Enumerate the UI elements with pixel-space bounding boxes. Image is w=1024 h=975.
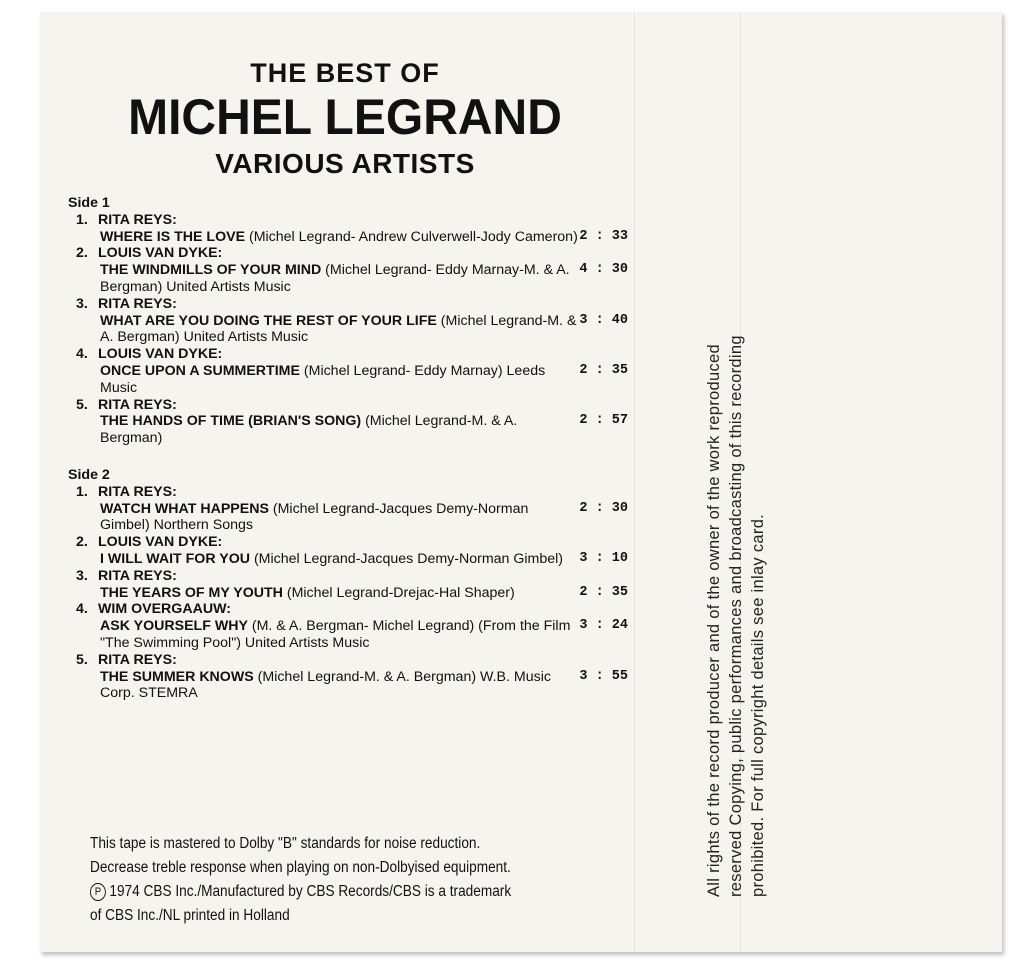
track-title: ONCE UPON A SUMMERTIME xyxy=(100,362,300,379)
track-item xyxy=(68,484,628,534)
track-artist-line xyxy=(68,534,628,551)
side-1 xyxy=(68,195,628,447)
track-item xyxy=(68,568,628,602)
track-detail xyxy=(68,363,628,397)
track-credits: (Michel Legrand-Jacques Demy-Norman Gimbel) Northern Songs xyxy=(100,500,529,534)
track-title: ASK YOURSELF WHY xyxy=(100,618,248,635)
track-item xyxy=(68,346,628,396)
track-detail xyxy=(68,262,628,296)
track-detail xyxy=(68,413,628,447)
track-artist-line xyxy=(68,601,628,618)
track-number: 3. xyxy=(76,567,88,584)
track-credits: (Michel Legrand-Drejac-Hal Shaper) xyxy=(282,584,515,601)
track-number: 4. xyxy=(76,601,88,618)
track-credits: (Michel Legrand- Eddy Marnay-M. & A. Bergman) United Artists Music xyxy=(100,262,570,295)
track-title: THE SUMMER KNOWS xyxy=(100,668,254,685)
footer-line-copyright xyxy=(90,880,548,904)
track-credits: (M. & A. Bergman- Michel Legrand) (From the Film "The Swimming Pool") United Artists Music xyxy=(100,618,571,651)
track-duration: 2 : 30 xyxy=(579,500,628,516)
rights-notice xyxy=(703,67,769,897)
track-artist: RITA REYS: xyxy=(98,651,177,668)
track-credits: (Michel Legrand- Eddy Marnay) Leeds Music xyxy=(100,362,546,396)
track-artist: LOUIS VAN DYKE: xyxy=(98,245,223,262)
track-duration: 2 : 57 xyxy=(579,413,628,429)
track-detail xyxy=(68,313,628,347)
track-duration: 3 : 24 xyxy=(579,618,628,634)
track-duration: 3 : 40 xyxy=(579,312,628,328)
rights-line-1: All rights of the record producer and of the owner of the work reproduced xyxy=(705,344,723,897)
track-artist: RITA REYS: xyxy=(98,567,177,584)
track-detail xyxy=(68,229,628,246)
side-label: Side 2 xyxy=(68,466,110,483)
track-credits: (Michel Legrand-M. & A. Bergman) United Artists Music xyxy=(100,312,577,346)
track-artist-line xyxy=(68,652,628,669)
track-artist: RITA REYS: xyxy=(98,211,177,228)
track-number: 1. xyxy=(76,211,88,228)
track-artist-line xyxy=(68,397,628,414)
track-detail xyxy=(68,585,628,602)
track-title: THE HANDS OF TIME (BRIAN'S SONG) xyxy=(100,413,362,430)
track-number: 2. xyxy=(76,245,88,262)
track-title: I WILL WAIT FOR YOU xyxy=(100,550,251,567)
track-credits: (Michel Legrand-M. & A. Bergman) W.B. Music Corp. STEMRA xyxy=(100,668,551,702)
track-duration: 2 : 35 xyxy=(579,584,628,600)
track-number: 2. xyxy=(76,534,88,551)
track-credits: (Michel Legrand-Jacques Demy-Norman Gimbel) xyxy=(250,550,564,567)
track-artist: RITA REYS: xyxy=(98,483,177,500)
track-artist: RITA REYS: xyxy=(98,396,177,413)
cassette-inlay-card xyxy=(40,12,1002,952)
track-artist-line xyxy=(68,245,628,262)
rights-line-3: prohibited. For full copyright details see inlay card. xyxy=(749,513,767,897)
track-title: WHAT ARE YOU DOING THE REST OF YOUR LIFE xyxy=(100,312,437,329)
track-artist-line xyxy=(68,212,628,229)
track-item xyxy=(68,601,628,651)
rights-line-2: reserved Copying, public performances and broadcasting of this recording xyxy=(727,335,745,897)
track-title: WATCH WHAT HAPPENS xyxy=(100,500,269,517)
track-duration: 4 : 30 xyxy=(579,262,628,278)
track-artist-line xyxy=(68,568,628,585)
phonogram-icon: P xyxy=(90,883,106,901)
track-credits: (Michel Legrand- Andrew Culverwell-Jody Cameron) xyxy=(245,228,578,245)
track-artist-line xyxy=(68,346,628,363)
tracklist xyxy=(68,195,628,702)
track-artist-line xyxy=(68,296,628,313)
track-title: WHERE IS THE LOVE xyxy=(100,228,246,245)
track-credits: (Michel Legrand-M. & A. Bergman) xyxy=(100,413,518,447)
track-detail xyxy=(68,669,628,703)
track-number: 1. xyxy=(76,483,88,500)
track-artist: RITA REYS: xyxy=(98,295,177,312)
side-label: Side 1 xyxy=(68,195,110,211)
track-detail xyxy=(68,501,628,535)
footer-line-treble: Decrease treble response when playing on non-Dolbyised equipment. xyxy=(90,859,511,876)
track-number: 5. xyxy=(76,396,88,413)
track-title: THE WINDMILLS OF YOUR MIND xyxy=(100,262,322,279)
track-duration: 3 : 55 xyxy=(579,668,628,684)
track-artist-line xyxy=(68,484,628,501)
track-artist: WIM OVERGAAUW: xyxy=(98,601,231,618)
track-artist: LOUIS VAN DYKE: xyxy=(98,346,223,363)
track-duration: 2 : 35 xyxy=(579,362,628,378)
header-various-artists: VARIOUS ARTISTS xyxy=(215,148,475,179)
header-artist-name: MICHEL LEGRAND xyxy=(128,89,562,145)
track-number: 5. xyxy=(76,651,88,668)
track-detail xyxy=(68,618,628,652)
track-item xyxy=(68,245,628,295)
track-item xyxy=(68,534,628,568)
track-detail xyxy=(68,551,628,568)
footer-line-printed: of CBS Inc./NL printed in Holland xyxy=(90,907,290,924)
track-item xyxy=(68,296,628,346)
track-item xyxy=(68,652,628,702)
side-2 xyxy=(68,467,628,702)
track-duration: 2 : 33 xyxy=(579,228,628,244)
track-number: 4. xyxy=(76,346,88,363)
track-number: 3. xyxy=(76,295,88,312)
header-the-best-of: THE BEST OF xyxy=(250,58,440,88)
track-duration: 3 : 10 xyxy=(579,550,628,566)
footer-line-dolby: This tape is mastered to Dolby "B" standards for noise reduction. xyxy=(90,835,481,852)
track-item xyxy=(68,397,628,447)
footer-notes xyxy=(90,832,548,928)
track-title: THE YEARS OF MY YOUTH xyxy=(100,584,283,601)
footer-copyright-text: 1974 CBS Inc./Manufactured by CBS Records/CBS is a trademark xyxy=(109,883,512,900)
track-item xyxy=(68,212,628,246)
track-artist: LOUIS VAN DYKE: xyxy=(98,534,223,551)
